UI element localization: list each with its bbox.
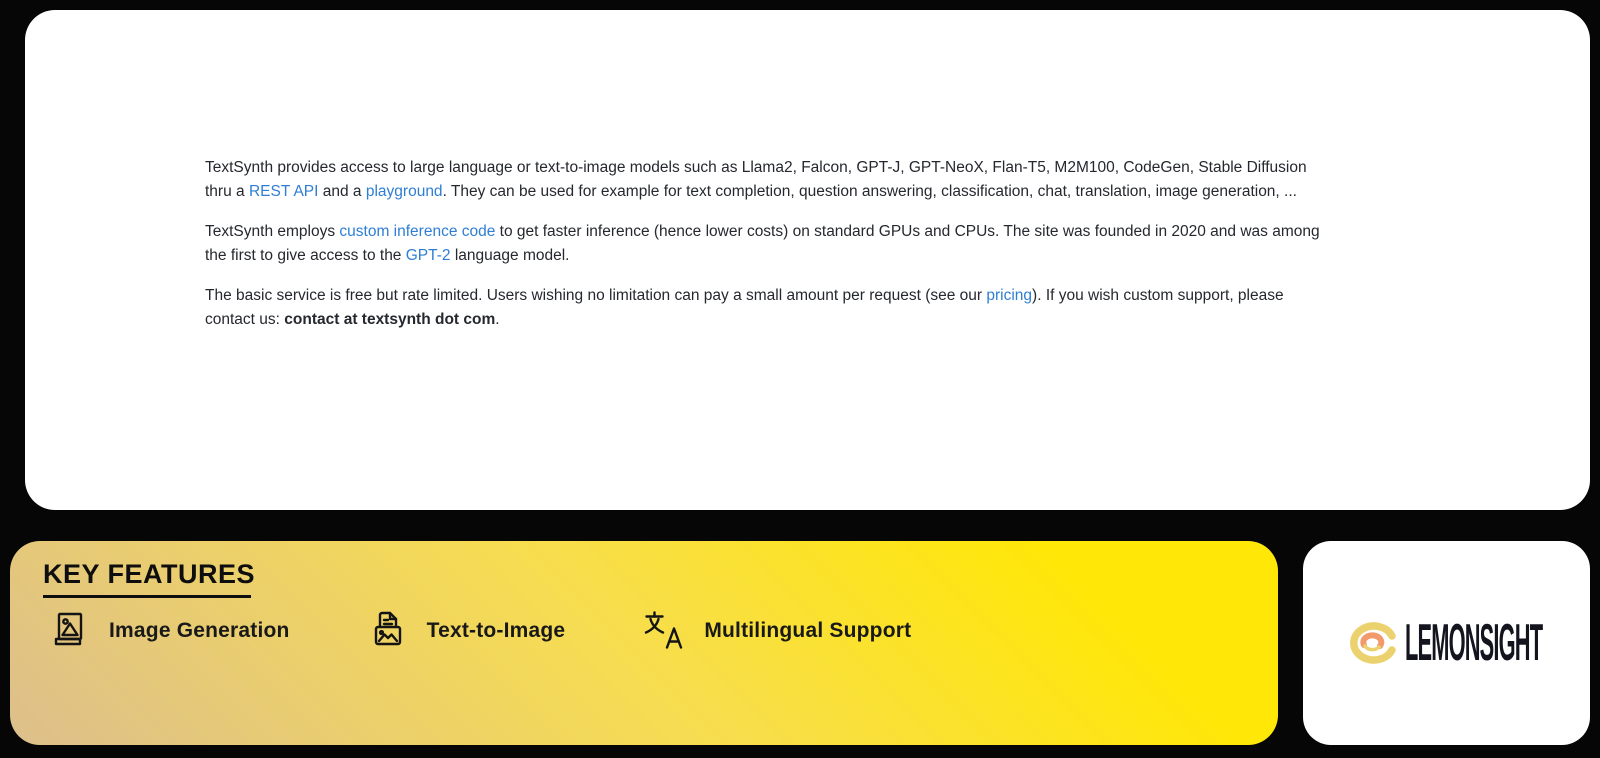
feature-label: Multilingual Support	[704, 619, 912, 642]
textsynth-description	[205, 156, 1330, 348]
paragraph-text: language model.	[450, 246, 570, 264]
custom-inference-code-link[interactable]: custom inference code	[339, 223, 496, 240]
key-features-heading: KEY FEATURES	[43, 559, 256, 589]
paragraph-text: ). If you wish custom support, please contact us:	[205, 287, 1284, 328]
paragraph-text: TextSynth employs	[205, 223, 340, 240]
picture-frame-icon	[50, 611, 90, 651]
feature-image-generation	[50, 611, 290, 651]
paragraph-text: The basic service is free but rate limited. Users wishing no limitation can pay a small amount per request (see our	[205, 287, 987, 304]
lemonsight-brand-card	[1303, 541, 1590, 745]
feature-multilingual-support	[643, 611, 911, 651]
feature-label: Text-to-Image	[426, 619, 566, 642]
translate-icon	[643, 611, 685, 651]
rest-api-link[interactable]: REST API	[248, 182, 319, 200]
webpage-screenshot-card	[25, 10, 1590, 510]
heading-underline	[43, 595, 251, 598]
document-to-image-icon	[368, 611, 408, 651]
paragraph-text: and a	[318, 182, 366, 200]
paragraph-inference	[205, 220, 1330, 267]
paragraph-text: to get faster inference (hence lower costs) on standard GPUs and CPUs. The site was founded in 2020 and was among the first to give access to the	[205, 223, 1320, 264]
paragraph-pricing	[205, 284, 1330, 331]
feature-label: Image Generation	[109, 619, 290, 642]
gpt2-link[interactable]: GPT-2	[405, 246, 451, 264]
paragraph-intro	[205, 156, 1330, 203]
lemonsight-logo	[1347, 614, 1547, 672]
paragraph-text: TextSynth provides access to large language or text-to-image models such as Llama2, Falcon, GPT-J, GPT-NeoX, Flan-T5, M2M100, CodeGen, Stable Diffusion thru a	[205, 159, 1307, 200]
playground-link[interactable]: playground	[365, 182, 443, 200]
brand-name-box	[1404, 614, 1547, 672]
key-features-banner	[10, 541, 1278, 745]
features-row	[50, 611, 911, 651]
pricing-link[interactable]: pricing	[986, 287, 1033, 304]
contact-email-text: contact at textsynth dot com	[284, 310, 496, 328]
brand-name: LEMONSIGHT	[1404, 614, 1542, 672]
lemon-swirl-icon	[1347, 622, 1397, 664]
paragraph-text: .	[495, 310, 500, 328]
feature-text-to-image	[368, 611, 566, 651]
paragraph-text: . They can be used for example for text completion, question answering, classification, chat, translation, image generation, ...	[442, 182, 1297, 200]
